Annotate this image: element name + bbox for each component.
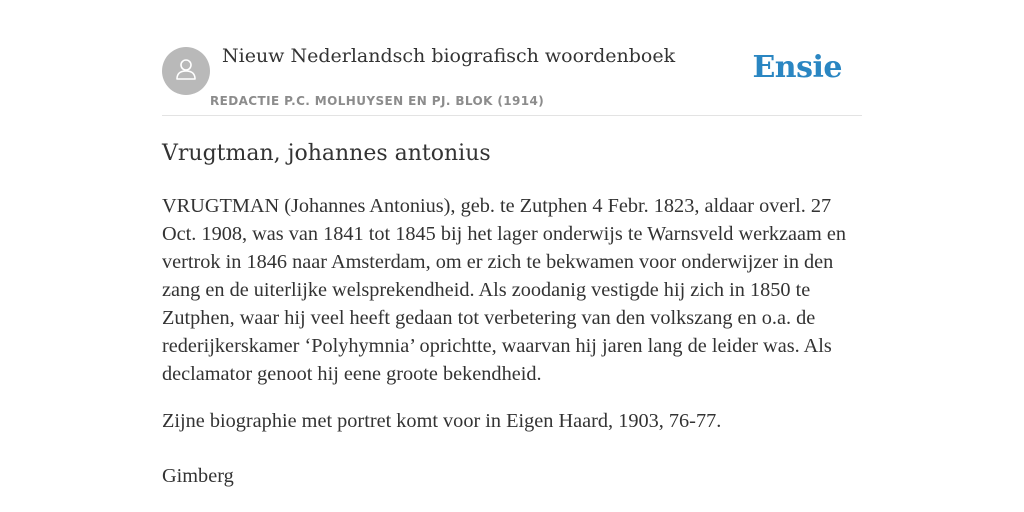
article-paragraph: Zijne biographie met portret komt voor in Eigen Haard, 1903, 76-77. bbox=[162, 410, 722, 432]
source-header bbox=[162, 0, 862, 116]
source-title[interactable]: Nieuw Nederlandsch biografisch woordenboek bbox=[222, 45, 676, 67]
article-body bbox=[162, 192, 862, 509]
source-editors: REDACTIE P.C. MOLHUYSEN EN PJ. BLOK (1914) bbox=[210, 94, 545, 108]
article-paragraph: VRUGTMAN (Johannes Antonius), geb. te Zutphen 4 Febr. 1823, aldaar overl. 27 Oct. 1908, was van 1841 tot 1845 bij het lager onderwijs te Warnsveld werkzaam en vertrok in 1846 naar Amsterdam, om er zich te bekwamen voor onderwijzer in den zang en de uiterlijke welsprekendheid. Als zoodanig vestigde hij zich in 1850 te Zutphen, waar hij veel heeft gedaan tot verbetering van den volkszang en o.a. de rederijkerskamer ‘Polyhymnia’ oprichtte, waarvan hij jaren lang de leider was. Als declamator genoot hij eene groote bekendheid. bbox=[162, 195, 846, 385]
article-title: Vrugtman, johannes antonius bbox=[162, 141, 491, 166]
user-icon bbox=[173, 56, 199, 86]
avatar bbox=[162, 47, 210, 95]
page bbox=[162, 0, 862, 487]
author-signature: Gimberg bbox=[162, 465, 234, 487]
ensie-logo[interactable]: Ensie bbox=[752, 50, 842, 85]
